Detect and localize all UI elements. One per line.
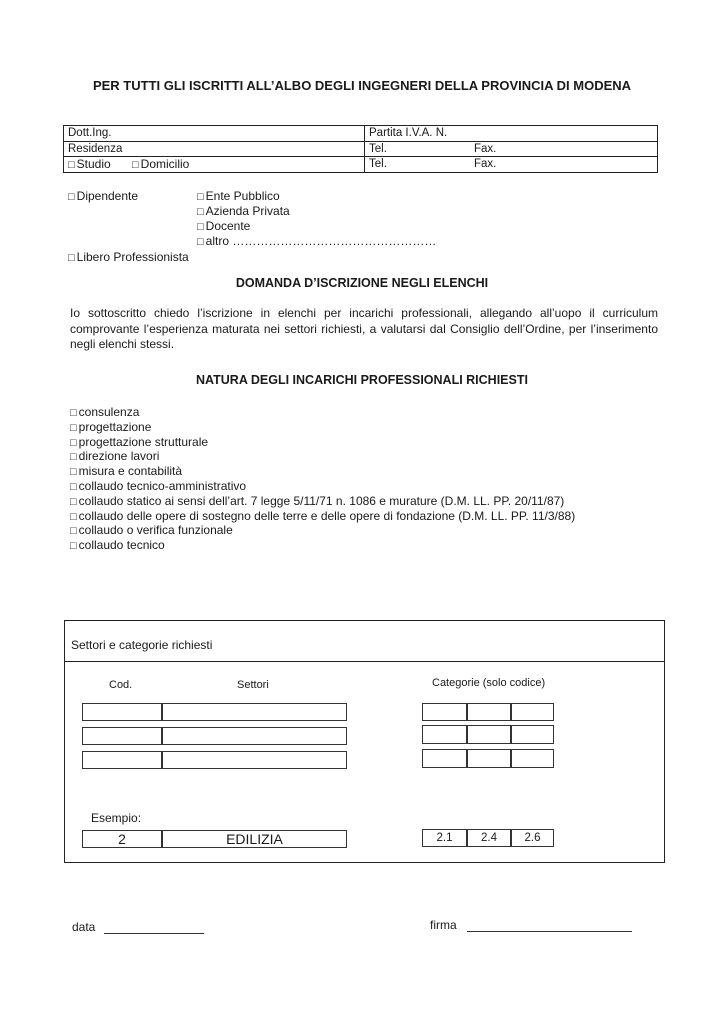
categoria-input[interactable] bbox=[422, 725, 467, 744]
cod-input[interactable] bbox=[82, 703, 162, 721]
dipendente-checkbox[interactable]: □ Dipendente bbox=[68, 189, 138, 203]
natura-item-checkbox[interactable]: □ progettazione bbox=[70, 420, 575, 435]
categoria-input[interactable] bbox=[467, 703, 511, 721]
esempio-categoria: 2.6 bbox=[511, 829, 554, 847]
settore-input[interactable] bbox=[162, 751, 347, 769]
docente-checkbox[interactable]: □ Docente bbox=[197, 219, 250, 233]
natura-item-checkbox[interactable]: □ collaudo tecnico-amministrativo bbox=[70, 479, 575, 494]
col-cod-header: Cod. bbox=[109, 679, 133, 691]
categoria-input[interactable] bbox=[467, 725, 511, 744]
natura-item-checkbox[interactable]: □ collaudo statico ai sensi dell’art. 7 legge 5/11/71 n. 1086 e murature (D.M. LL. PP. 20/11/87) bbox=[70, 494, 575, 509]
data-line[interactable] bbox=[104, 933, 204, 934]
natura-heading: NATURA DEGLI INCARICHI PROFESSIONALI RICHIESTI bbox=[196, 373, 528, 387]
categoria-input[interactable] bbox=[511, 749, 554, 768]
natura-item-checkbox[interactable]: □ collaudo delle opere di sostegno delle terre e delle opere di fondazione (D.M. LL. PP. 11/3/88) bbox=[70, 509, 575, 524]
studio-checkbox[interactable]: □ Studio bbox=[68, 157, 111, 172]
categoria-input[interactable] bbox=[467, 749, 511, 768]
altro-checkbox[interactable]: □ altro …………………………………………… bbox=[197, 234, 436, 248]
natura-item-checkbox[interactable]: □ misura e contabilità bbox=[70, 464, 575, 479]
page-title: PER TUTTI GLI ISCRITTI ALL’ALBO DEGLI INGEGNERI DELLA PROVINCIA DI MODENA bbox=[92, 78, 632, 93]
dott-ing-field[interactable]: Dott.Ing. bbox=[68, 127, 112, 139]
cod-input[interactable] bbox=[82, 751, 162, 769]
natura-item-checkbox[interactable]: □ direzione lavori bbox=[70, 449, 575, 464]
col-settori-header: Settori bbox=[237, 679, 269, 691]
categoria-input[interactable] bbox=[511, 703, 554, 721]
esempio-categoria: 2.1 bbox=[422, 829, 467, 847]
esempio-categoria: 2.4 bbox=[467, 829, 511, 847]
azienda-privata-checkbox[interactable]: □ Azienda Privata bbox=[197, 204, 290, 218]
residenza-field[interactable]: Residenza bbox=[68, 143, 123, 155]
settore-input[interactable] bbox=[162, 727, 347, 745]
firma-line[interactable] bbox=[467, 931, 632, 932]
cod-input[interactable] bbox=[82, 727, 162, 745]
natura-item-checkbox[interactable]: □ collaudo o verifica funzionale bbox=[70, 523, 575, 538]
categoria-input[interactable] bbox=[511, 725, 554, 744]
natura-item-checkbox[interactable]: □ consulenza bbox=[70, 405, 575, 420]
col-categorie-header: Categorie (solo codice) bbox=[432, 677, 546, 689]
domanda-text: Io sottoscritto chiedo l’iscrizione in elenchi per incarichi professionali, allegando all’uopo il curriculum comprovante l’esperienza maturata nei settori richiesti, a valutarsi dal Consiglio dell’Ordine, per l’inserimento negli elenchi stessi. bbox=[70, 306, 658, 351]
natura-list bbox=[70, 405, 575, 553]
data-label: data bbox=[72, 920, 96, 934]
tel-field-2[interactable]: Tel. bbox=[369, 158, 387, 170]
domicilio-checkbox[interactable]: □ Domicilio bbox=[132, 157, 189, 172]
natura-item-checkbox[interactable]: □ progettazione strutturale bbox=[70, 435, 575, 450]
fax-field-2[interactable]: Fax. bbox=[474, 158, 497, 170]
fax-field-1[interactable]: Fax. bbox=[474, 143, 497, 155]
natura-item-checkbox[interactable]: □ collaudo tecnico bbox=[70, 538, 575, 553]
settore-input[interactable] bbox=[162, 703, 347, 721]
domanda-heading: DOMANDA D’ISCRIZIONE NEGLI ELENCHI bbox=[235, 276, 489, 290]
esempio-settore: EDILIZIA bbox=[162, 830, 347, 848]
anagrafica-grid bbox=[63, 125, 658, 173]
libero-professionista-checkbox[interactable]: □ Libero Professionista bbox=[68, 250, 189, 264]
tel-field-1[interactable]: Tel. bbox=[369, 143, 387, 155]
firma-label: firma bbox=[430, 918, 457, 932]
categoria-input[interactable] bbox=[422, 703, 467, 721]
esempio-label: Esempio: bbox=[91, 811, 142, 825]
categoria-input[interactable] bbox=[422, 749, 467, 768]
row-residenza bbox=[64, 141, 657, 157]
ente-pubblico-checkbox[interactable]: □ Ente Pubblico bbox=[197, 189, 280, 203]
row-dott bbox=[64, 126, 657, 141]
esempio-cod: 2 bbox=[82, 830, 162, 848]
partita-iva-field[interactable]: Partita I.V.A. N. bbox=[369, 127, 448, 139]
settori-box bbox=[64, 620, 665, 863]
row-studio bbox=[64, 156, 657, 172]
settori-heading: Settori e categorie richiesti bbox=[71, 638, 213, 652]
